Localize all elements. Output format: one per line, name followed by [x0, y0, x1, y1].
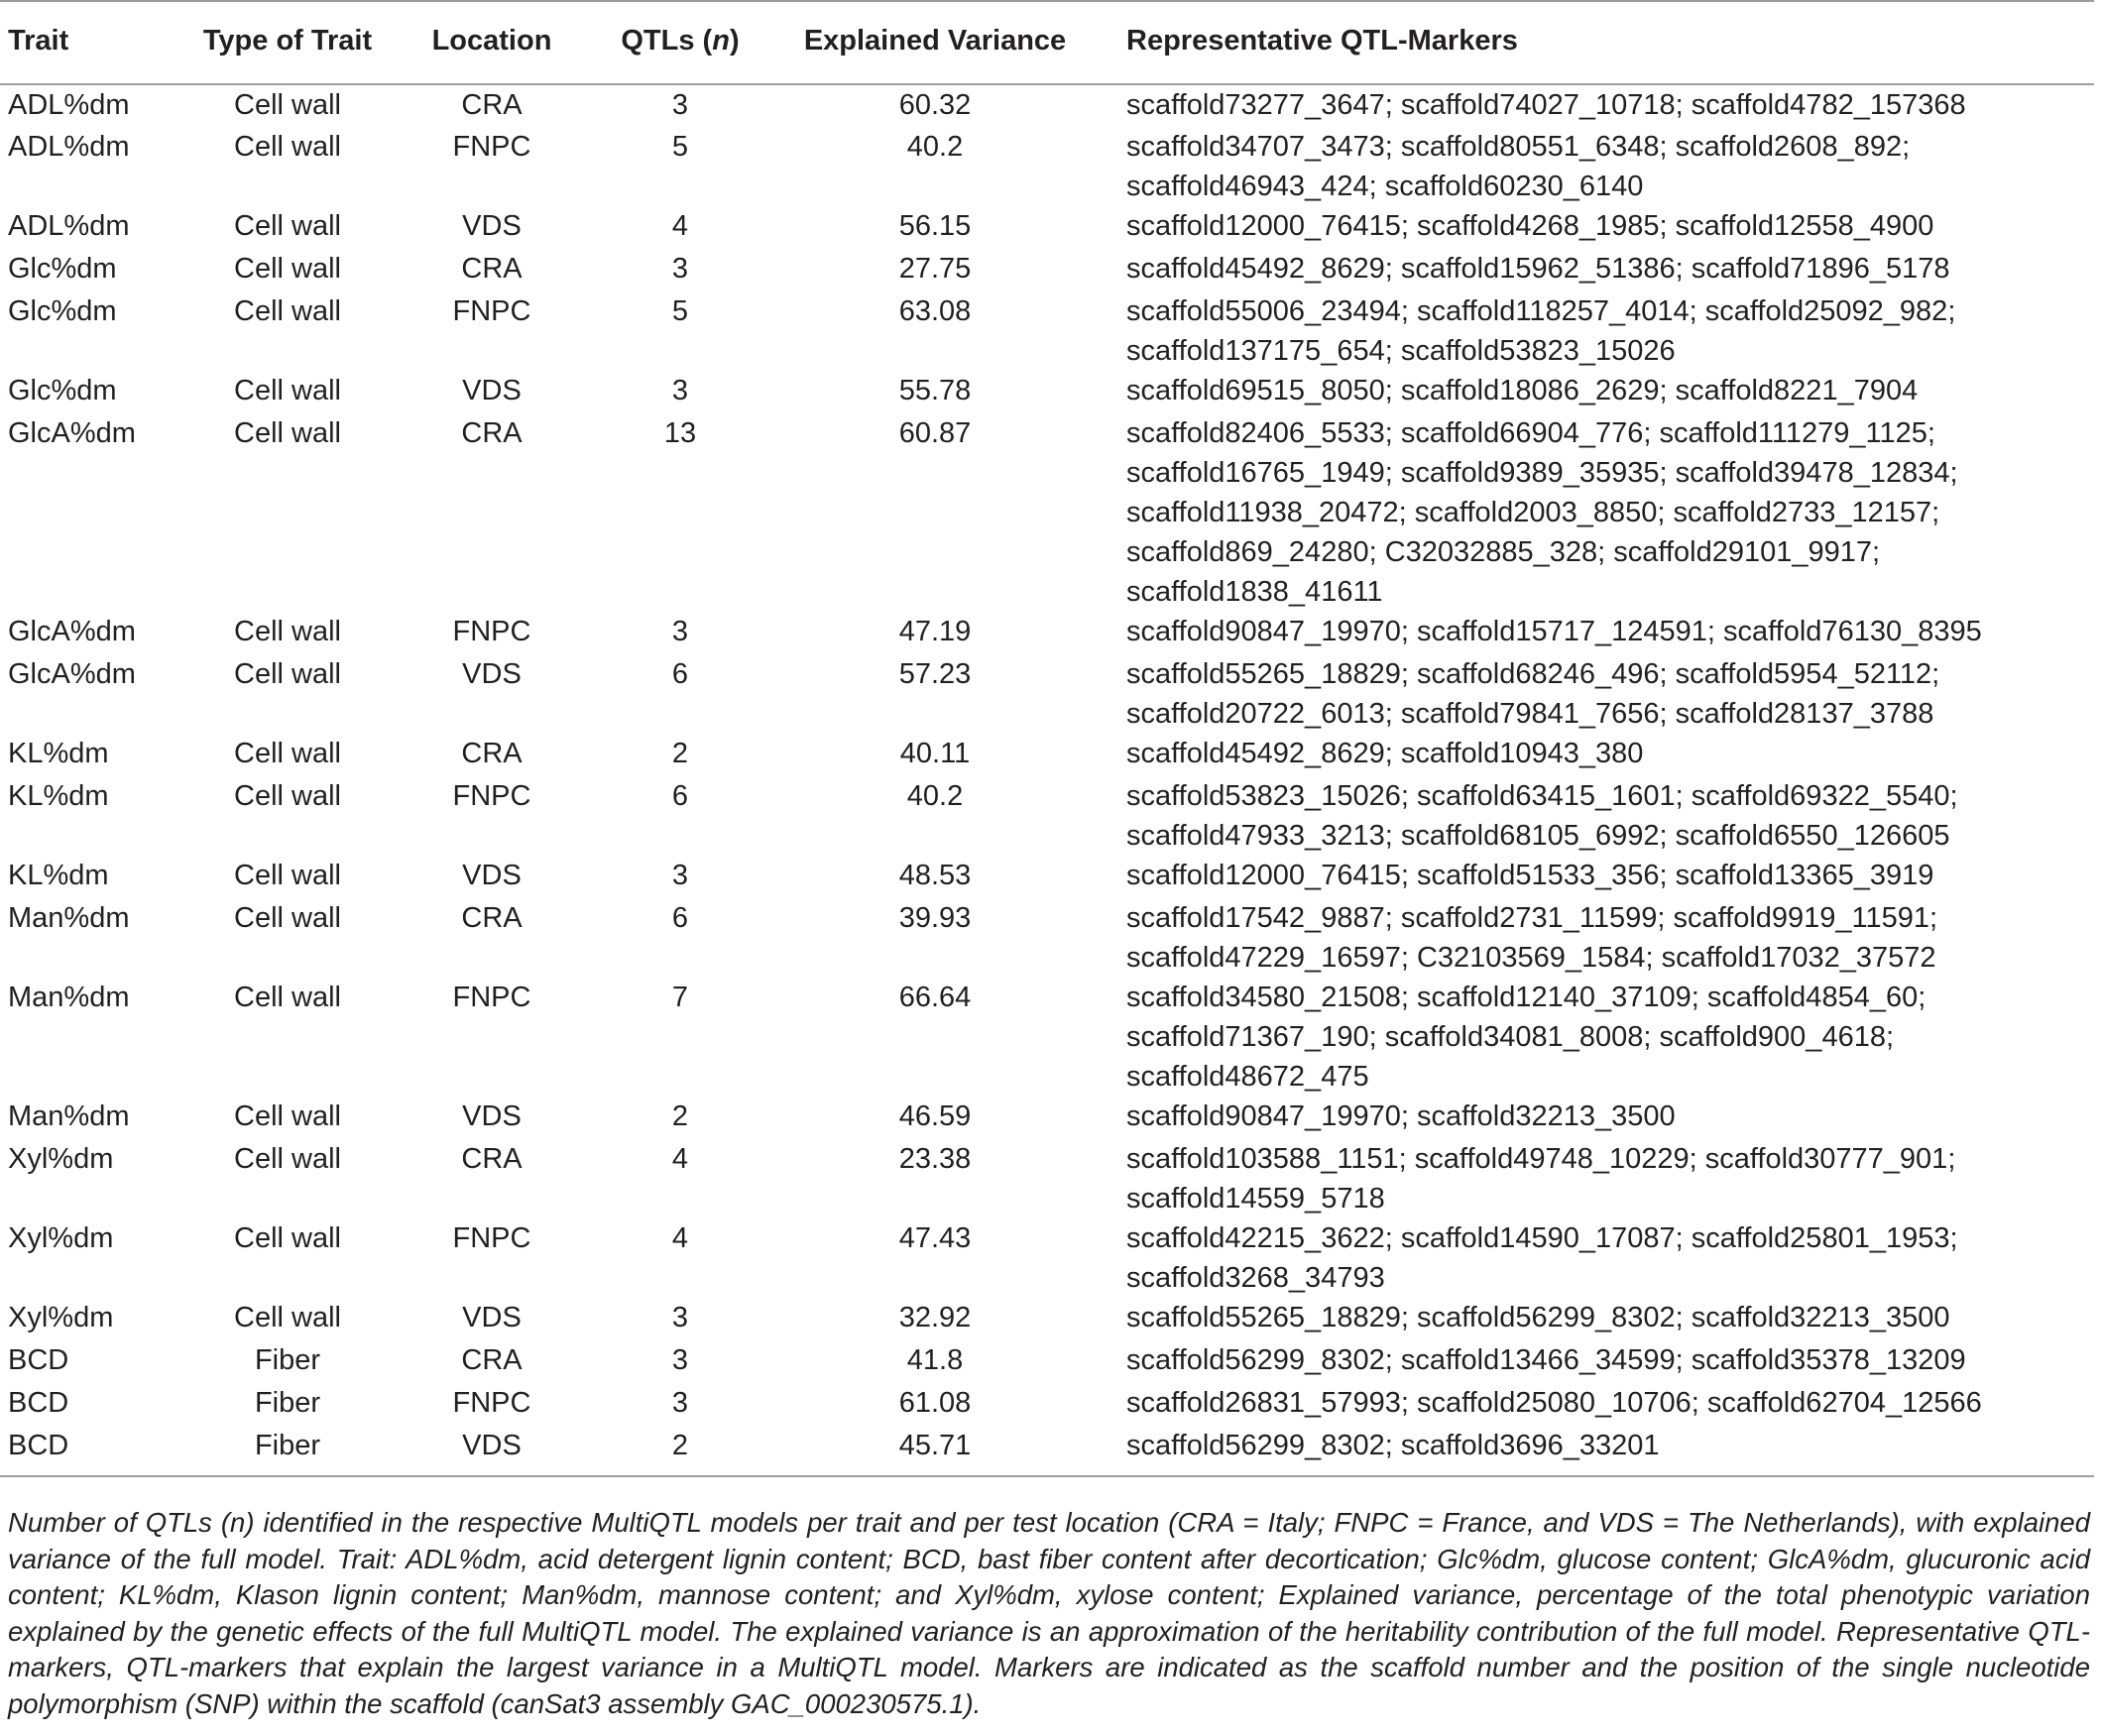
table-row	[0, 612, 2094, 654]
cell-markers	[1112, 371, 2094, 413]
cell-qtls: 3	[671, 89, 689, 121]
cell-qtls: 6	[671, 780, 689, 812]
cell-markers	[1112, 291, 2094, 371]
table-row	[0, 1383, 2094, 1426]
cell-trait: Xyl%dm	[8, 1302, 114, 1333]
table-footnote: Number of QTLs (n) identified in the respective MultiQTL models per trait and per test location (CRA = Italy; FNPC = France, and VDS = The Netherlands), with explained variance of the full model. Trait: ADL%dm, acid detergent lignin content; BCD, bast fiber content after decortication; Glc%dm, glucose content; GlcA%dm, glucuronic acid content; KL%dm, Klason lignin content; Man%dm, mannose content; and Xyl%dm, xylose content; Explained variance, percentage of the total phenotypic variation explained by the genetic effects of the full MultiQTL model. The explained variance is an approximation of the heritability contribution of the full model. Representative QTL-markers, QTL-markers that explain the largest variance in a MultiQTL model. Markers are indicated as the scaffold number and the position of the single nucleotide polymorphism (SNP) within the scaffold (canSat3 assembly GAC_000230575.1).	[8, 1507, 2090, 1719]
marker-line: scaffold3268_34793	[1126, 1262, 1385, 1294]
cell-qtls: 2	[671, 738, 689, 769]
cell-trait: KL%dm	[8, 860, 109, 891]
cell-qtls: 3	[671, 860, 689, 891]
cell-markers	[1112, 1383, 2094, 1426]
table-row	[0, 1426, 2094, 1476]
marker-line: scaffold55265_18829; scaffold56299_8302; scaffold32213_3500	[1126, 1302, 1950, 1333]
marker-line: scaffold45492_8629; scaffold15962_51386; scaffold71896_5178	[1126, 253, 1950, 285]
cell-type-of-trait: Cell wall	[234, 1100, 341, 1132]
cell-explained-variance: 61.08	[898, 1387, 972, 1419]
table-row	[0, 1298, 2094, 1340]
cell-explained-variance: 32.92	[898, 1302, 972, 1333]
marker-line: scaffold69515_8050; scaffold18086_2629; scaffold8221_7904	[1126, 375, 1919, 406]
cell-explained-variance: 47.43	[898, 1222, 972, 1254]
table-row	[0, 371, 2094, 413]
cell-location: FNPC	[452, 1222, 531, 1254]
cell-markers	[1112, 1097, 2094, 1139]
cell-qtls: 2	[603, 1426, 758, 1476]
cell-qtls: 5	[671, 295, 689, 327]
marker-line: scaffold20722_6013; scaffold79841_7656; scaffold28137_3788	[1126, 698, 1934, 730]
cell-trait: GlcA%dm	[8, 417, 136, 449]
header-type-of-trait: Type of Trait	[194, 1, 381, 84]
cell-explained-variance: 63.08	[898, 295, 972, 327]
cell-location: VDS	[462, 860, 522, 891]
cell-location: CRA	[461, 1344, 523, 1376]
marker-line: scaffold869_24280; C32032885_328; scaffold29101_9917;	[1126, 536, 1881, 568]
header-location: Location	[381, 1, 603, 84]
header-row	[0, 1, 2094, 84]
cell-trait: ADL%dm	[8, 89, 130, 121]
table-row	[0, 413, 2094, 612]
cell-qtls: 6	[671, 902, 689, 934]
cell-type-of-trait: Cell wall	[234, 780, 341, 812]
cell-location: VDS	[381, 1426, 603, 1476]
cell-location: VDS	[462, 1100, 522, 1132]
cell-explained-variance: 48.53	[898, 860, 972, 891]
cell-location: CRA	[461, 738, 523, 769]
cell-location: CRA	[461, 89, 523, 121]
cell-qtls: 3	[671, 616, 689, 647]
marker-line: scaffold71367_190; scaffold34081_8008; scaffold900_4618;	[1126, 1021, 1895, 1053]
cell-type-of-trait: Cell wall	[234, 417, 341, 449]
marker-line: scaffold47933_3213; scaffold68105_6992; scaffold6550_126605	[1126, 820, 1950, 852]
marker-line: scaffold34707_3473; scaffold80551_6348; scaffold2608_892;	[1126, 131, 1911, 163]
cell-trait: Xyl%dm	[8, 1222, 114, 1254]
cell-type-of-trait: Cell wall	[234, 738, 341, 769]
marker-line: scaffold17542_9887; scaffold2731_11599; scaffold9919_11591;	[1126, 902, 1938, 934]
cell-type-of-trait: Cell wall	[234, 295, 341, 327]
cell-type-of-trait: Cell wall	[234, 210, 341, 242]
table-row	[0, 978, 2094, 1097]
cell-markers	[1112, 413, 2094, 612]
marker-line: scaffold42215_3622; scaffold14590_17087; scaffold25801_1953;	[1126, 1222, 1958, 1254]
marker-line: scaffold26831_57993; scaffold25080_10706; scaffold62704_12566	[1126, 1387, 1982, 1419]
marker-line: scaffold12000_76415; scaffold51533_356; scaffold13365_3919	[1126, 860, 1934, 891]
cell-qtls: 3	[671, 253, 689, 285]
marker-line: scaffold14559_5718	[1126, 1183, 1385, 1215]
cell-type-of-trait: Cell wall	[234, 89, 341, 121]
cell-explained-variance: 55.78	[898, 375, 972, 406]
table-row	[0, 654, 2094, 734]
cell-location: VDS	[462, 210, 522, 242]
table-header	[0, 1, 2094, 84]
header-qtls-suffix: )	[729, 24, 740, 57]
cell-trait: KL%dm	[8, 780, 109, 812]
cell-trait: Man%dm	[8, 902, 130, 934]
marker-line: scaffold11938_20472; scaffold2003_8850; scaffold2733_12157;	[1126, 497, 1940, 528]
cell-location: FNPC	[452, 982, 531, 1013]
header-qtls-n: n	[712, 24, 730, 57]
cell-type-of-trait: Cell wall	[234, 860, 341, 891]
table-row	[0, 776, 2094, 856]
table-row	[0, 291, 2094, 371]
marker-line: scaffold53823_15026; scaffold63415_1601; scaffold69322_5540;	[1126, 780, 1958, 812]
marker-line: scaffold16765_1949; scaffold9389_35935; scaffold39478_12834;	[1126, 457, 1958, 489]
cell-type-of-trait: Cell wall	[234, 131, 341, 163]
header-qtls-prefix: QTLs (	[621, 24, 713, 57]
cell-trait: ADL%dm	[8, 131, 130, 163]
cell-type-of-trait: Fiber	[254, 1344, 321, 1376]
cell-trait: BCD	[8, 1387, 69, 1419]
cell-markers	[1112, 1139, 2094, 1218]
table-row	[0, 84, 2094, 127]
cell-markers	[1112, 776, 2094, 856]
cell-explained-variance: 40.11	[899, 738, 971, 769]
cell-explained-variance: 39.93	[898, 902, 972, 934]
cell-markers	[1112, 1426, 2094, 1476]
cell-explained-variance: 40.2	[906, 780, 964, 812]
cell-location: FNPC	[452, 780, 531, 812]
table-row	[0, 856, 2094, 898]
cell-location: FNPC	[452, 1387, 531, 1419]
cell-explained-variance: 60.32	[898, 89, 972, 121]
cell-explained-variance: 23.38	[898, 1143, 972, 1175]
cell-location: FNPC	[452, 295, 531, 327]
cell-explained-variance: 27.75	[898, 253, 972, 285]
table-row	[0, 1218, 2094, 1298]
table-body	[0, 84, 2094, 1476]
cell-explained-variance: 45.71	[758, 1426, 1112, 1476]
table-row	[0, 734, 2094, 776]
marker-line: scaffold1838_41611	[1126, 576, 1383, 608]
cell-explained-variance: 40.2	[906, 131, 964, 163]
cell-markers	[1112, 1298, 2094, 1340]
cell-type-of-trait: Cell wall	[234, 658, 341, 690]
cell-markers	[1112, 612, 2094, 654]
cell-trait: BCD	[8, 1344, 69, 1376]
cell-markers	[1112, 734, 2094, 776]
cell-explained-variance: 41.8	[906, 1344, 964, 1376]
header-qtls	[603, 1, 758, 84]
marker-line: scaffold90847_19970; scaffold15717_124591; scaffold76130_8395	[1126, 616, 1982, 647]
cell-type-of-trait: Cell wall	[234, 1143, 341, 1175]
cell-markers	[1112, 127, 2094, 206]
cell-location: CRA	[461, 1143, 523, 1175]
marker-line: scaffold82406_5533; scaffold66904_776; scaffold111279_1125;	[1126, 417, 1935, 449]
cell-qtls: 3	[671, 1387, 689, 1419]
marker-line: scaffold56299_8302; scaffold13466_34599; scaffold35378_13209	[1126, 1344, 1966, 1376]
cell-location: VDS	[462, 375, 522, 406]
marker-line: scaffold73277_3647; scaffold74027_10718; scaffold4782_157368	[1126, 89, 1966, 121]
cell-trait: Glc%dm	[8, 375, 117, 406]
marker-line: scaffold103588_1151; scaffold49748_10229; scaffold30777_901;	[1126, 1143, 1956, 1175]
cell-explained-variance: 56.15	[898, 210, 972, 242]
marker-line: scaffold34580_21508; scaffold12140_37109; scaffold4854_60;	[1126, 982, 1926, 1013]
marker-line: scaffold90847_19970; scaffold32213_3500	[1126, 1100, 1676, 1132]
cell-trait: Man%dm	[8, 982, 130, 1013]
cell-location: FNPC	[452, 131, 531, 163]
cell-explained-variance: 57.23	[898, 658, 972, 690]
cell-qtls: 6	[671, 658, 689, 690]
table-row	[0, 1139, 2094, 1218]
table-row	[0, 206, 2094, 249]
cell-markers	[1112, 84, 2094, 127]
cell-type-of-trait: Fiber	[194, 1426, 381, 1476]
cell-location: CRA	[461, 417, 523, 449]
cell-qtls: 4	[671, 1222, 689, 1254]
table-row	[0, 249, 2094, 291]
cell-trait: BCD	[0, 1426, 194, 1476]
cell-type-of-trait: Cell wall	[234, 375, 341, 406]
marker-line: scaffold47229_16597; C32103569_1584; scaffold17032_37572	[1126, 942, 1936, 974]
cell-trait: Glc%dm	[8, 295, 117, 327]
cell-type-of-trait: Cell wall	[234, 902, 341, 934]
marker-line: scaffold55006_23494; scaffold118257_4014; scaffold25092_982;	[1126, 295, 1956, 327]
table-row	[0, 1097, 2094, 1139]
cell-location: CRA	[461, 902, 523, 934]
cell-qtls: 13	[663, 417, 697, 449]
cell-trait: GlcA%dm	[8, 616, 136, 647]
cell-trait: Man%dm	[8, 1100, 130, 1132]
cell-markers	[1112, 654, 2094, 734]
table-row	[0, 898, 2094, 978]
cell-type-of-trait: Cell wall	[234, 1222, 341, 1254]
cell-location: CRA	[461, 253, 523, 285]
cell-explained-variance: 60.87	[898, 417, 972, 449]
cell-type-of-trait: Fiber	[254, 1387, 321, 1419]
cell-markers	[1112, 856, 2094, 898]
cell-qtls: 3	[671, 1344, 689, 1376]
cell-qtls: 4	[671, 1143, 689, 1175]
table-row	[0, 127, 2094, 206]
cell-qtls: 5	[671, 131, 689, 163]
cell-markers	[1112, 978, 2094, 1097]
cell-trait: KL%dm	[8, 738, 109, 769]
cell-trait: ADL%dm	[8, 210, 130, 242]
marker-line: scaffold48672_475	[1126, 1061, 1369, 1093]
cell-qtls: 7	[671, 982, 689, 1013]
cell-explained-variance: 46.59	[898, 1100, 972, 1132]
cell-type-of-trait: Cell wall	[234, 1302, 341, 1333]
cell-type-of-trait: Cell wall	[234, 253, 341, 285]
cell-type-of-trait: Cell wall	[234, 616, 341, 647]
cell-location: VDS	[462, 1302, 522, 1333]
cell-markers	[1112, 1218, 2094, 1298]
cell-qtls: 4	[671, 210, 689, 242]
header-explained-variance: Explained Variance	[758, 1, 1112, 84]
header-trait: Trait	[0, 1, 194, 84]
cell-markers	[1112, 206, 2094, 249]
cell-location: FNPC	[452, 616, 531, 647]
cell-trait: Xyl%dm	[8, 1143, 114, 1175]
marker-line: scaffold12000_76415; scaffold4268_1985; scaffold12558_4900	[1126, 210, 1934, 242]
header-markers: Representative QTL-Markers	[1112, 1, 2094, 84]
cell-markers	[1112, 249, 2094, 291]
cell-qtls: 3	[671, 1302, 689, 1333]
marker-line: scaffold46943_424; scaffold60230_6140	[1126, 171, 1644, 202]
cell-explained-variance: 47.19	[898, 616, 972, 647]
cell-qtls: 2	[671, 1100, 689, 1132]
cell-trait: GlcA%dm	[8, 658, 136, 690]
marker-line: scaffold56299_8302; scaffold3696_33201	[1126, 1430, 1660, 1461]
cell-location: VDS	[462, 658, 522, 690]
cell-qtls: 3	[671, 375, 689, 406]
cell-markers	[1112, 1340, 2094, 1383]
marker-line: scaffold137175_654; scaffold53823_15026	[1126, 335, 1676, 367]
marker-line: scaffold55265_18829; scaffold68246_496; scaffold5954_52112;	[1126, 658, 1940, 690]
table-row	[0, 1340, 2094, 1383]
cell-type-of-trait: Cell wall	[234, 982, 341, 1013]
marker-line: scaffold45492_8629; scaffold10943_380	[1126, 738, 1644, 769]
cell-explained-variance: 66.64	[898, 982, 972, 1013]
cell-markers	[1112, 898, 2094, 978]
cell-trait: Glc%dm	[8, 253, 117, 285]
